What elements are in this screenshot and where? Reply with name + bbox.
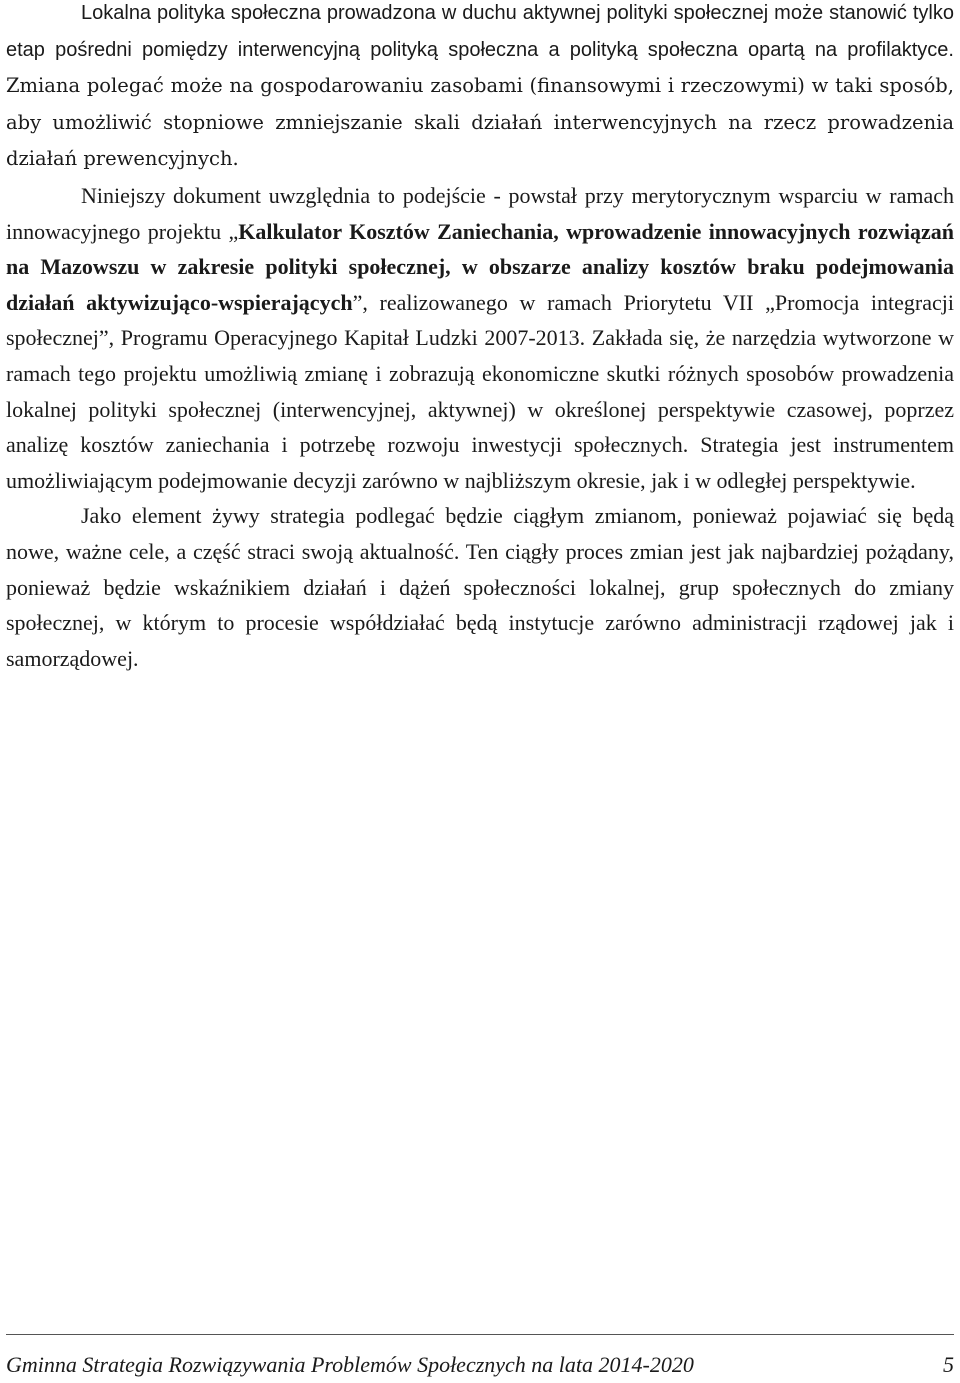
paragraph-1-lead: Lokalna polityka społeczna prowadzona w duchu aktywnej polityki społecznej może stanowić tylko etap pośredni pomiędzy interwencyjną polityką społeczna a polityką społeczna opartą na profilaktyce. bbox=[6, 2, 954, 61]
footer-divider bbox=[6, 1334, 954, 1335]
footer-title: Gminna Strategia Rozwiązywania Problemów Społecznych na lata 2014-2020 bbox=[6, 1352, 694, 1377]
paragraph-2-intro: Niniejszy dokument uwzględnia to podejście - powstał przy merytorycznym wsparciu w ramach innowacyjnego projektu „ bbox=[6, 182, 954, 244]
paragraph-1 bbox=[6, 0, 954, 178]
project-title: Kalkulator Kosztów Zaniechania, wprowadzenie innowacyjnych rozwiązań na Mazowszu w zakresie polityki społecznej, w obszarze analizy kosztów braku podejmowania działań aktywizująco-wspierających bbox=[6, 218, 954, 315]
paragraph-2-body: ”, realizowanego w ramach Priorytetu VII „Promocja integracji społecznej”, Programu Operacyjnego Kapitał Ludzki 2007-2013. Zakłada się, że narzędzia wytworzone w ramach tego projektu umożliwią zmianę i zobrazują ekonomiczne skutki różnych sposobów prowadzenia lokalnej polityki społecznej (interwencyjnej, aktywnej) w określonej perspektywie czasowej, poprzez analizę kosztów zaniechania i potrzebę rozwoju inwestycji społecznych. Strategia jest instrumentem umożliwiającym podejmowanie decyzji zarówno w najbliższym okresie, jak i w odległej perspektywie. bbox=[6, 289, 954, 493]
document-body bbox=[6, 0, 954, 676]
paragraph-3: Jako element żywy strategia podlegać będzie ciągłym zmianom, ponieważ pojawiać się będą nowe, ważne cele, a część straci swoją aktualność. Ten ciągły proces zmian jest jak najbardziej pożądany, ponieważ będzie wskaźnikiem działań i dążeń społeczności lokalnej, grup społecznych do zmiany społecznej, w którym to procesie współdziałać będą instytucje zarówno administracji rządowej jak i samorządowej. bbox=[6, 503, 954, 671]
paragraph-1-rest: Zmiana polegać może na gospodarowaniu zasobami (finansowymi i rzeczowymi) w taki sposób, aby umożliwić stopniowe zmniejszanie skali działań interwencyjnych na rzecz prowadzenia działań prewencyjnych. bbox=[6, 74, 954, 171]
paragraph-2 bbox=[6, 178, 954, 498]
page-number: 5 bbox=[943, 1352, 954, 1377]
page-footer bbox=[6, 1352, 954, 1378]
